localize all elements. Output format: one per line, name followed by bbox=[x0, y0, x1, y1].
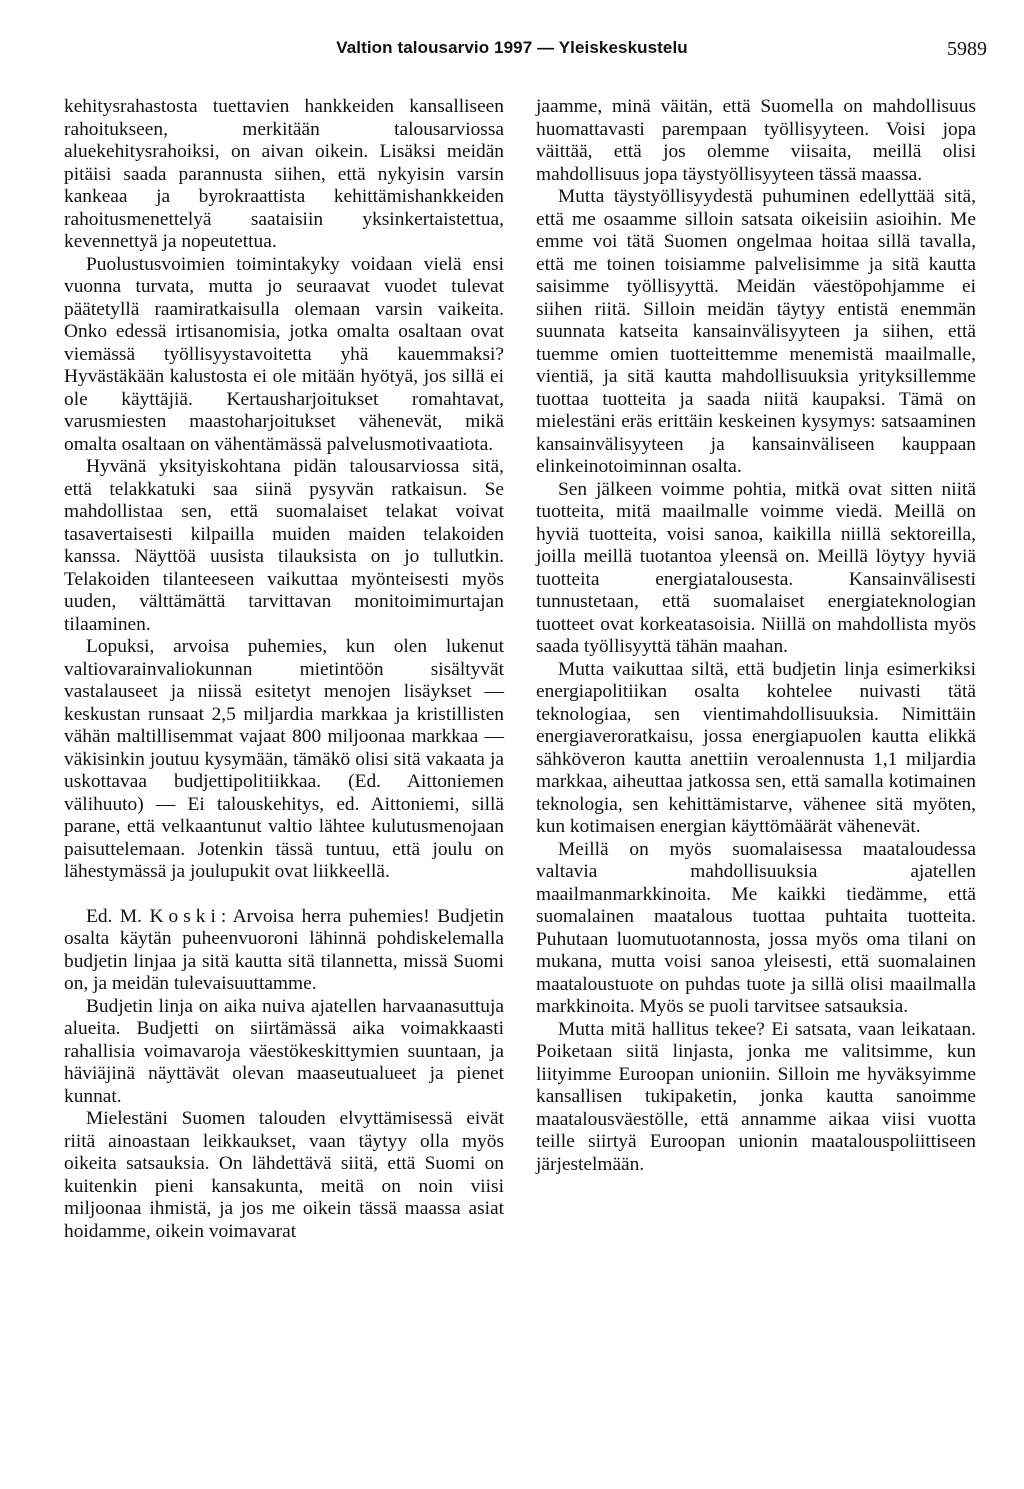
page-number: 5989 bbox=[947, 38, 987, 60]
paragraph: Hyvänä yksityiskohtana pidän talousarviossa sitä, että telakkatuki saa siinä pysyvän ratkaisun. Se mahdollistaa sen, että suomalaiset telakat voivat tasavertaisesti kilpailla muiden maiden telakoiden kanssa. Näyttöä uusista tilauksista on jo tullutkin. Telakoiden tilanteeseen vaikuttaa myönteisesti myös uuden, välttämättä tarvittavan monitoimimurtajan tilaaminen. bbox=[64, 456, 504, 635]
running-header-title: Valtion talousarvio 1997 — Yleiskeskustelu bbox=[336, 38, 688, 57]
paragraph: Mutta vaikuttaa siltä, että budjetin linja esimerkiksi energiapolitiikan osalta kohtelee nuivasti tätä teknologiaa, sen vientimahdollisuuksia. Nimittäin energiaveroratkaisu, jossa energiapuolen kautta elikkä sähköveron kautta anettiin veroalennusta 1,1 miljardia markkaa, aiheuttaa jatkossa sen, että samalla kotimainen teknologia, sen kehittämistarve, vähenee sitä myöten, kun kotimaisen energian käyttömäärät vähenevät. bbox=[536, 658, 976, 837]
paragraph: Puolustusvoimien toimintakyky voidaan vielä ensi vuonna turvata, mutta jo seuraavat vuodet tulevat päätetyllä raamiratkaisulla olemaan varsin vaikeita. Onko edessä irtisanomisia, jotka omalta osaltaan ovat viemässä työllisyystavoitetta yhä kauemmaksi? Hyvästäkään kalustosta ei ole mitään hyötyä, jos sillä ei ole käyttäjiä. Kertausharjoitukset romahtavat, varusmiesten maastoharjoitukset vähenevät, mikä omalta osaltaan on vähentämässä palvelusmotivaatiota. bbox=[64, 253, 504, 455]
paragraph: jaamme, minä väitän, että Suomella on mahdollisuus huomattavasti parempaan työllisyyteen. Voisi jopa väittää, että jos olemme viisaita, meillä olisi mahdollisuus jopa täystyöllisyyteen tässä maassa. bbox=[536, 96, 976, 185]
page-header bbox=[0, 38, 1024, 62]
paragraph: Mielestäni Suomen talouden elvyttämisessä eivät riitä ainoastaan leikkaukset, vaan täytyy olla myös oikeita satsauksia. On lähdettävä siitä, että Suomi on kuitenkin pieni kansakunta, meitä on noin viisi miljoonaa ihmistä, ja jos me oikein tässä maassa asiat hoidamme, oikein voimavarat bbox=[64, 1108, 504, 1242]
speaker-name: Koski bbox=[149, 905, 221, 927]
speaker-text: : Arvoisa herra puhemies! Budjetin osalta käytän puheenvuoroni lähinnä pohdiskelemalla budjetin linjaa ja sitä kautta sitä tilannetta, missä Suomi on, ja meidän tulevaisuuttamme. bbox=[64, 905, 504, 994]
right-column bbox=[536, 96, 976, 1176]
paragraph: kehitysrahastosta tuettavien hankkeiden kansalliseen rahoitukseen, merkitään talousarviossa aluekehitysrahoiksi, on aivan oikein. Lisäksi meidän pitäisi saada parannusta siihen, että nykyisin varsin kankeaa ja byrokraattista kehittämishankkeiden rahoitusmenettelyä saataisiin yksinkertaistettua, kevennettyä ja nopeutettua. bbox=[64, 96, 504, 252]
paragraph: Sen jälkeen voimme pohtia, mitkä ovat sitten niitä tuotteita, mitä maailmalle voimme viedä. Meillä on hyviä tuotteita, voisi sanoa, kaikilla niillä sektoreilla, joilla meillä tuotantoa yleensä on. Meillä löytyy hyviä tuotteita energiatalousesta. Kansainvälisesti tunnustetaan, että suomalaiset energiateknologian tuotteet ovat korkeatasoisia. Niillä on mahdollista myös saada työllisyyttä tähän maahan. bbox=[536, 478, 976, 657]
paragraph: Mutta täystyöllisyydestä puhuminen edellyttää sitä, että me osaamme silloin satsata oikeisiin asioihin. Me emme voi tätä Suomen ongelmaa hoitaa sillä tavalla, että me toinen toisiamme palvelisimme ja sitä kautta saisimme työllisyyttä. Meidän väestöpohjamme ei siihen riitä. Silloin meidän täytyy entistä enemmän suunnata katseita kansainvälisyyteen ja siihen, että tuemme omien tuotteittemme menemistä maailmalle, vientiä, ja sitä kautta mahdollisuuksia yrityksillemme tuottaa tuotteita ja saada niitä kaupaksi. Tämä on mielestäni eräs erittäin keskeinen kysymys: satsaaminen kansainvälisyyteen ja kansainväliseen kauppaan elinkeinotoiminnan osalta. bbox=[536, 186, 976, 477]
paragraph: Meillä on myös suomalaisessa maataloudessa valtavia mahdollisuuksia ajatellen maailmanmarkkinoita. Me kaikki tiedämme, että suomalainen maatalous tuottaa puhtaita tuotteita. Puhutaan luomutuotannosta, jossa myös oma tilani on mukana, mutta voisi sanoa yleisesti, että suomalainen maataloustuote on puhdas tuote ja sillä olisi maailmalla markkinoita. Myös se puoli tarvitsee satsauksia. bbox=[536, 838, 976, 1017]
paragraph: Lopuksi, arvoisa puhemies, kun olen lukenut valtiovarainvaliokunnan mietintöön sisältyvät vastalauseet ja niissä esitetyt menojen lisäykset — keskustan runsaat 2,5 miljardia markkaa ja kristillisten vähän maltillisemmat vajaat 800 miljoonaa markkaa — väkisinkin joutuu kysymään, tämäkö olisi sitä vakaata ja uskottavaa budjettipolitiikkaa. (Ed. Aittoniemen välihuuto) — Ei talouskehitys, ed. Aittoniemi, sillä parane, että velkaantunut valtio lähtee kulutusmenojaan paisuttelemaan. Jotenkin tässä tuntuu, että joulu on lähestymässä ja joulupukit ovat liikkeellä. bbox=[64, 636, 504, 882]
speaker-prefix: Ed. M. bbox=[86, 905, 150, 927]
paragraph: Budjetin linja on aika nuiva ajatellen harvaanasuttuja alueita. Budjetti on siirtämässä aika voimakkaasti rahallisia voimavaroja väestökeskittymien suuntaan, ja häviäjinä näyttävät olevan maaseutualueet ja pienet kunnat. bbox=[64, 995, 504, 1107]
speaker-paragraph bbox=[64, 906, 504, 996]
paragraph: Mutta mitä hallitus tekee? Ei satsata, vaan leikataan. Poiketaan siitä linjasta, jonka me valitsimme, kun liityimme Euroopan unioniin. Silloin me hyväksyimme kansallisen tukipaketin, jonka kautta sanoimme maatalousväestölle, että annamme aikaa viisi vuotta teille siirtyä Euroopan unionin maatalouspoliittiseen järjestelmään. bbox=[536, 1018, 976, 1175]
left-column bbox=[64, 96, 504, 1243]
